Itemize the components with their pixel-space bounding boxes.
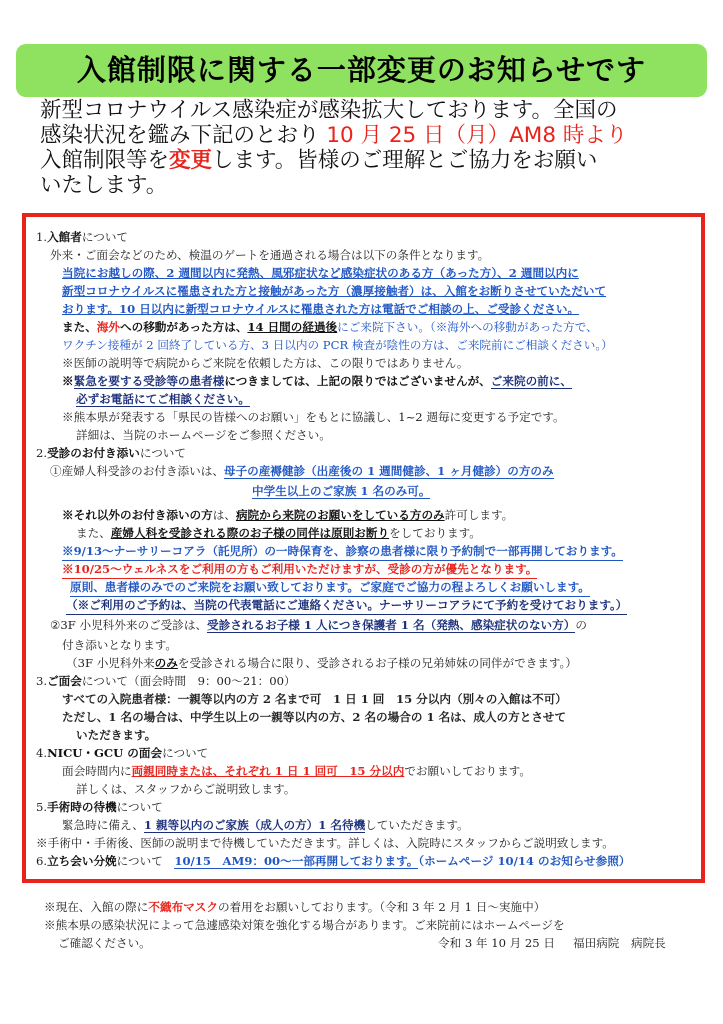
obgyn-line: 中学生以上のご家族 1 名のみ可。 (252, 484, 431, 498)
visit-rule-line: ただし、1 名の場合は、中学生以上の一親等以内の方、2 名の場合の 1 名は、成人の方とさせて (62, 710, 567, 724)
visit-rule-line: いただきます。 (76, 728, 157, 742)
pediatrics-line: （3F 小児科外来のみを受診される場合に限り、受診されるお子様の兄弟姉妹の同伴ができます。） (66, 656, 577, 670)
footer-notice: ご確認ください。 (58, 936, 151, 950)
text-line: ※熊本県が発表する「県民の皆様へのお願い」をもとに協議し、1~2 週毎に変更する予定です。 (62, 410, 565, 424)
nicu-line: 面会時間内に両親同時または、それぞれ 1 日 1 回可 15 分以内でお願いしております。 (62, 764, 531, 778)
vaccine-line: ワクチン接種が 2 回終了している方、3 日以内の PCR 検査が陰性の方は、ご来院前にご相談ください。） (62, 338, 613, 352)
obgyn-line: ①産婦人科受診のお付き添いは、母子の産褥健診（出産後の 1 週間健診、1 ヶ月健診）の方のみ (50, 464, 554, 478)
section-5-heading: 5.手術時の待機について (36, 800, 163, 814)
intro-line: いたします。 (40, 173, 168, 198)
pediatrics-line: 付き添いとなります。 (62, 638, 178, 652)
change-keyword: 変更 (169, 148, 213, 173)
intro-line: 入館制限等を (40, 148, 170, 173)
intro-paragraph (40, 98, 700, 198)
effective-date: 10 月 25 日（月）AM8 時より (326, 123, 628, 148)
reservation-line: （※ご利用のご予約は、当院の代表電話にご連絡ください。ナーサリーコアラにて予約を受けております。） (66, 596, 627, 615)
companion-line: ※それ以外のお付き添いの方は、病院から来院のお願いをしている方のみ許可します。 (62, 508, 514, 522)
section-2-heading: 2.受診のお付き添いについて (36, 446, 186, 460)
intro-line: します。皆様のご理解とご協力をお願い (212, 148, 598, 173)
restriction-line: 新型コロナウイルスに罹患された方と接触があった方（濃厚接触者）は、入館をお断りさせていただいて (62, 284, 607, 298)
surgery-line: 緊急時に備え、1 親等以内のご家族（成人の方）1 名待機していただきます。 (62, 818, 469, 832)
wellness-line: ※10/25～ウェルネスをご利用の方もご利用いただけますが、受診の方が優先となります。 (62, 560, 537, 579)
restriction-line: おります。10 日以内に新型コロナウイルスに罹患された方は電話でご相談の上、ご受診ください。 (62, 302, 580, 316)
pediatrics-line: ②3F 小児科外来のご受診は、受診されるお子様 1 人につき保護者 1 名（発熱、感染症状のない方）の (50, 618, 587, 632)
nursery-line: ※9/13～ナーサリーコアラ（託児所）の一時保育を、診察の患者様に限り予約制で一部再開しております。 (62, 542, 623, 561)
section-6-heading: 6.立ち会い分娩について 10/15 AM9：00～一部再開しております。（ホームページ 10/14 のお知らせ参照） (36, 854, 631, 868)
section-1-heading: 1.入館者について (36, 230, 129, 244)
footer-notice: ※熊本県の感染状況によって急遽感染対策を強化する場合があります。ご来院前にはホームページを (44, 918, 565, 932)
issue-date: 令和 3 年 10 月 25 日 (438, 936, 555, 950)
notice-title: 入館制限に関する一部変更のお知らせです (16, 44, 707, 97)
section-3-heading: 3.ご面会について（面会時間 9：00～21：00） (36, 674, 296, 688)
signature: 福田病院 病院長 (573, 936, 666, 950)
section-4-heading: 4.NICU・GCU の面会について (36, 746, 209, 760)
overseas-line: また、海外への移動があった方は、14 日間の経過後にご来院下さい。（※海外への移動があった方で、 (62, 320, 598, 334)
text-line: ※医師の説明等で病院からご来院を依頼した方は、この限りではありません。 (62, 356, 469, 370)
nursery-line: 原則、患者様のみでのご来院をお願い致しております。ご家庭でご協力の程よろしくお願いします。 (70, 578, 590, 597)
emergency-line: 必ずお電話にてご相談ください。 (76, 392, 250, 406)
restriction-line: 当院にお越しの際、2 週間以内に発熱、風邪症状など感染症状のある方（あった方）、2 週間以内に (62, 266, 579, 280)
mask-notice: ※現在、入館の際に不織布マスクの着用をお願いしております。（令和 3 年 2 月 1 日～実施中） (44, 900, 546, 914)
intro-line: 新型コロナウイルス感染症が感染拡大しております。全国の (40, 98, 618, 123)
nicu-line: 詳しくは、スタッフからご説明致します。 (76, 782, 296, 796)
text-line: 詳細は、当院のホームページをご参照ください。 (76, 428, 331, 442)
text-line: 外来・ご面会などのため、検温のゲートを通過される場合は以下の条件となります。 (50, 248, 490, 262)
visit-rule-line: すべての入院患者様：一親等以内の方 2 名まで可 1 日 1 回 15 分以内（別々の入館は不可） (62, 692, 567, 706)
surgery-line: ※手術中・手術後、医師の説明まで待機していただきます。詳しくは、入院時にスタッフからご説明致します。 (36, 836, 614, 850)
intro-line: 感染状況を鑑み下記のとおり (40, 123, 327, 148)
companion-line: また、産婦人科を受診される際のお子様の同伴は原則お断りをしております。 (76, 526, 481, 540)
emergency-line: ※緊急を要する受診等の患者様につきましては、上記の限りではございませんが、ご来院の前に、 (62, 374, 572, 388)
